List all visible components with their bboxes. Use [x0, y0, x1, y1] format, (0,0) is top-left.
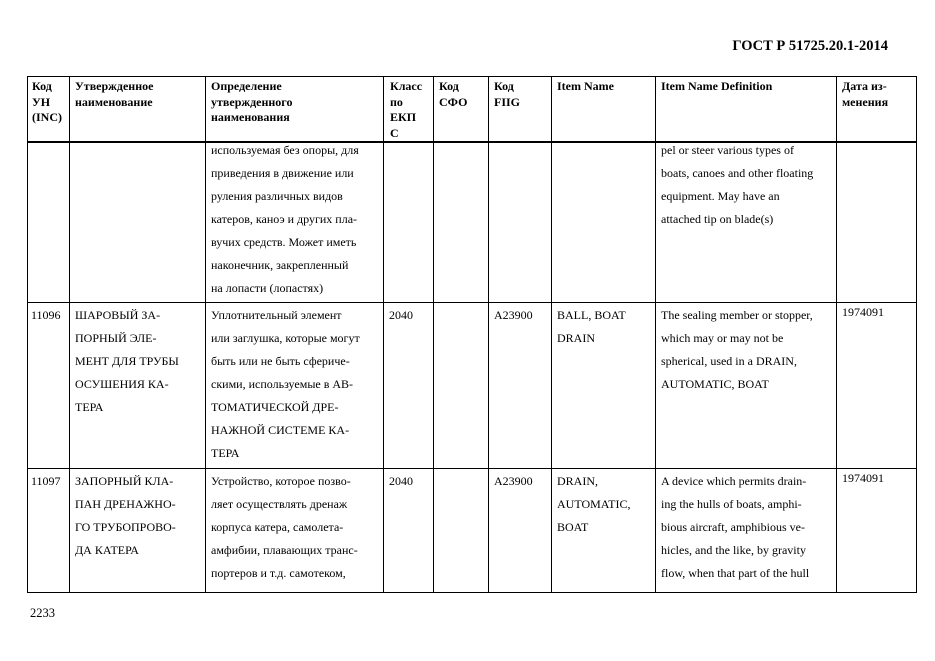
row-item-definition: The sealing member or stopper, which may or may not be spherical, used in a DRAIN, AUTOMATIC, BOAT [661, 308, 813, 391]
row-approved-name: ШАРОВЫЙ ЗА- ПОРНЫЙ ЭЛЕ- МЕНТ ДЛЯ ТРУБЫ ОСУШЕНИЯ КА- ТЕРА [75, 308, 179, 414]
header-approved-name: Утвержденное наименование [75, 79, 154, 109]
row-item-name: DRAIN, AUTOMATIC, BOAT [557, 474, 631, 534]
header-item-name: Item Name [557, 79, 614, 93]
row-fiig: A23900 [494, 474, 533, 488]
row-item-definition: pel or steer various types of boats, canoes and other floating equipment. May have an attached tip on blade(s) [661, 143, 814, 226]
header-date: Дата из- менения [842, 79, 889, 109]
row-definition: Устройство, которое позво- ляет осуществлять дренаж корпуса катера, самолета- амфибии, плавающих транс- портеров и т.д. самотеком, [211, 474, 358, 580]
row-definition: Уплотнительный элемент или заглушка, которые могут быть или не быть сфериче- скими, используемые в АВ- ТОМАТИЧЕСКОЙ ДРЕ- НАЖНОЙ СИСТЕМЕ КА- ТЕРА [211, 308, 360, 460]
row-approved-name: ЗАПОРНЫЙ КЛА- ПАН ДРЕНАЖНО- ГО ТРУБОПРОВО- ДА КАТЕРА [75, 474, 176, 557]
header-fiig: Код FIIG [494, 79, 521, 109]
standard-number: ГОСТ Р 51725.20.1-2014 [732, 38, 888, 54]
page-number: 2233 [30, 606, 55, 620]
row-inc: 11096 [31, 308, 61, 322]
row-definition: используемая без опоры, для приведения в движение или руления различных видов катеров, каноэ и других пла- вучих средств. Может иметь наконечник, закрепленный на лопасти (лопастях) [211, 143, 359, 295]
header-item-definition: Item Name Definition [661, 79, 773, 93]
header-definition: Определение утвержденного наименования [211, 79, 293, 124]
row-date: 1974091 [842, 305, 884, 319]
row-item-name: BALL, BOAT DRAIN [557, 308, 626, 345]
row-item-definition: A device which permits drain- ing the hulls of boats, amphi- bious aircraft, amphibious ve- hicles, and the like, by gravity flow, when that part of the hull [661, 474, 810, 580]
header-class: Класс по ЕКП С [390, 79, 423, 140]
header-inc: Код УН (INC) [32, 79, 62, 124]
row-class: 2040 [389, 308, 413, 322]
header-sfo: Код СФО [439, 79, 468, 109]
row-date: 1974091 [842, 471, 884, 485]
row-fiig: A23900 [494, 308, 533, 322]
row-class: 2040 [389, 474, 413, 488]
nomenclature-table [27, 76, 917, 593]
row-inc: 11097 [31, 474, 61, 488]
